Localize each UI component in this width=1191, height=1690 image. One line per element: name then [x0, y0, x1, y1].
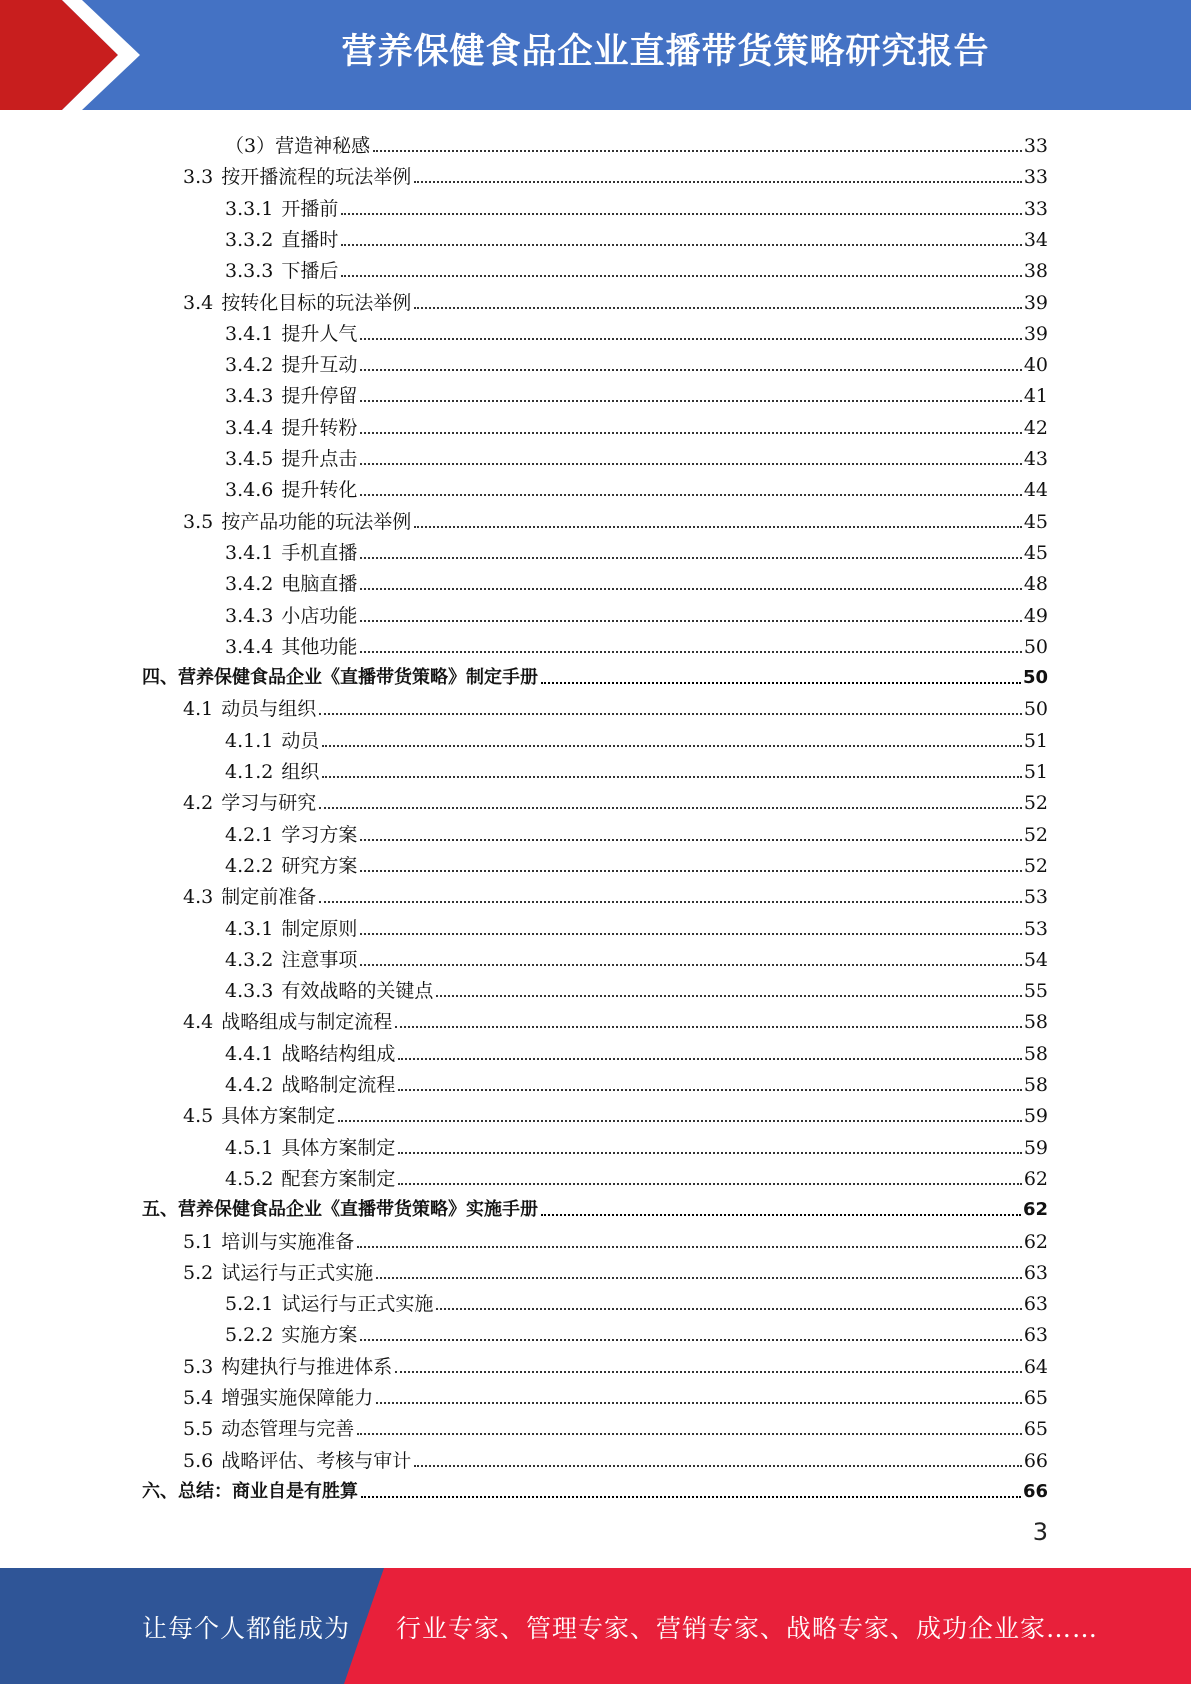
toc-dot-leader [398, 1183, 1021, 1185]
toc-entry-title: 动员 [281, 729, 320, 752]
toc-entry-label [225, 353, 357, 377]
toc-dot-leader [357, 1246, 1022, 1248]
toc-dot-leader [436, 1308, 1021, 1310]
toc-entry[interactable] [142, 1473, 1048, 1504]
toc-dot-leader [360, 964, 1021, 966]
toc-entry-title: 六、总结：商业自是有胜算 [142, 1480, 358, 1502]
toc-entry[interactable] [225, 409, 1048, 440]
toc-dot-leader [398, 1058, 1021, 1060]
toc-entry-number: 4.1.2 [225, 761, 274, 783]
footer-slogan-left: 让每个人都能成为 [142, 1614, 351, 1643]
toc-entry-label [142, 1198, 538, 1222]
toc-dot-leader [341, 275, 1021, 277]
toc-entry-page: 50 [1022, 667, 1048, 689]
toc-entry-title: 研究方案 [281, 854, 358, 877]
toc-entry-label [183, 885, 316, 909]
toc-entry[interactable] [225, 346, 1048, 377]
toc-entry-title: 构建执行与推进体系 [221, 1355, 393, 1378]
toc-dot-leader [319, 807, 1022, 809]
toc-entry-number: 3.4.5 [225, 448, 274, 470]
toc-dot-leader [322, 776, 1021, 778]
toc-entry-label [183, 1417, 354, 1441]
toc-entry-label [225, 854, 357, 878]
toc-entry[interactable] [183, 1410, 1048, 1441]
toc-entry-label [183, 1230, 354, 1254]
toc-entry[interactable] [225, 1316, 1048, 1347]
toc-dot-leader [360, 557, 1021, 559]
toc-entry[interactable] [225, 471, 1048, 502]
toc-entry-label [225, 197, 338, 221]
toc-entry-label [225, 1292, 433, 1316]
toc-entry-label [225, 1167, 395, 1191]
toc-entry-title: 提升停留 [281, 385, 358, 408]
toc-dot-leader [360, 588, 1021, 590]
toc-entry-label [225, 259, 338, 283]
toc-entry-page: 62 [1023, 1167, 1048, 1190]
toc-entry-page: 39 [1023, 322, 1048, 345]
toc-entry[interactable] [225, 847, 1048, 878]
toc-entry[interactable] [183, 284, 1048, 315]
toc-entry-label [183, 1449, 411, 1473]
toc-entry-label [225, 1323, 357, 1347]
toc-entry-title: 学习方案 [281, 823, 358, 846]
toc-entry-number: 4.1 [183, 698, 214, 721]
toc-entry-label [225, 134, 370, 158]
toc-entry-page: 52 [1023, 823, 1048, 846]
toc-entry[interactable] [225, 816, 1048, 847]
toc-entry[interactable] [183, 1223, 1048, 1254]
toc-entry-title: 制定原则 [281, 917, 358, 940]
toc-dot-leader [541, 1214, 1021, 1216]
toc-entry-number: 3.5 [183, 510, 214, 533]
toc-dot-leader [398, 1152, 1021, 1154]
toc-dot-leader [341, 244, 1021, 246]
toc-entry-number: 5.5 [183, 1418, 214, 1441]
toc-entry[interactable] [183, 878, 1048, 909]
toc-entry-page: 64 [1023, 1355, 1048, 1378]
toc-dot-leader [341, 213, 1021, 215]
toc-entry-page: 44 [1023, 479, 1048, 502]
toc-entry-label [183, 1261, 373, 1285]
toc-dot-leader [322, 745, 1021, 747]
toc-entry[interactable] [225, 221, 1048, 252]
toc-entry[interactable] [225, 910, 1048, 941]
toc-entry-title: 小店功能 [281, 604, 358, 627]
toc-entry-number: 3.4 [183, 291, 214, 314]
toc-entry-title: 具体方案制定 [281, 1136, 396, 1159]
toc-entry[interactable] [183, 1097, 1048, 1128]
toc-entry-page: 38 [1023, 260, 1048, 283]
toc-dot-leader [360, 870, 1021, 872]
toc-entry[interactable] [225, 440, 1048, 471]
toc-entry-page: 49 [1023, 604, 1048, 627]
toc-entry-label [183, 697, 316, 721]
toc-entry-label [225, 541, 357, 565]
toc-dot-leader [357, 1433, 1022, 1435]
toc-entry-number: 3.4.2 [225, 354, 274, 377]
toc-entry-title: 提升转粉 [281, 416, 358, 439]
toc-entry-page: 45 [1023, 541, 1048, 564]
toc-entry-page: 53 [1023, 917, 1048, 940]
toc-dot-leader [360, 494, 1021, 496]
toc-entry-label [183, 791, 316, 815]
toc-dot-leader [360, 651, 1021, 653]
toc-entry-page: 63 [1023, 1293, 1048, 1316]
toc-entry[interactable] [225, 722, 1048, 753]
toc-entry-label [183, 1386, 373, 1410]
toc-entry-page: 52 [1023, 854, 1048, 877]
toc-entry[interactable] [225, 753, 1048, 784]
toc-entry-page: 43 [1023, 448, 1048, 470]
toc-entry-label [183, 291, 411, 315]
toc-entry-label [225, 979, 433, 1003]
toc-entry[interactable] [183, 1348, 1048, 1379]
toc-entry-title: 试运行与正式实施 [281, 1293, 434, 1316]
toc-entry-label [183, 510, 411, 534]
toc-dot-leader [361, 1496, 1021, 1498]
toc-dot-leader [360, 620, 1021, 622]
toc-entry-page: 40 [1023, 354, 1048, 377]
toc-dot-leader [414, 307, 1022, 309]
toc-entry-page: 50 [1023, 635, 1048, 658]
page-number: 3 [1032, 1518, 1048, 1546]
toc-entry-number: 5.6 [183, 1449, 214, 1472]
toc-entry-number: 3.3.1 [225, 197, 274, 220]
toc-entry-number: 3.4.3 [225, 604, 274, 627]
toc-entry-page: 65 [1023, 1418, 1048, 1441]
toc-dot-leader [414, 526, 1022, 528]
toc-entry-number: 5.2.2 [225, 1324, 274, 1347]
toc-entry-number: 3.4.4 [225, 635, 274, 658]
toc-dot-leader [360, 463, 1021, 465]
toc-entry[interactable] [225, 252, 1048, 283]
toc-entry-title: 制定前准备 [221, 886, 317, 909]
toc-entry-number: 3.4.4 [225, 416, 274, 439]
toc-entry-number: 5.2.1 [225, 1293, 274, 1316]
toc-entry-label [183, 1355, 392, 1379]
toc-entry-page: 51 [1023, 729, 1048, 752]
toc-entry-number: 3.4.3 [225, 385, 274, 408]
toc-entry-number: 4.2.1 [225, 823, 274, 846]
toc-entry-label [183, 165, 411, 189]
toc-entry-label [225, 322, 357, 346]
page-footer [0, 1568, 1191, 1684]
toc-entry-page: 62 [1022, 1199, 1048, 1221]
toc-entry-title: 其他功能 [281, 635, 358, 658]
footer-slogan-right: 行业专家、管理专家、营销专家、战略专家、成功企业家…… [396, 1614, 1099, 1643]
toc-entry-page: 53 [1023, 886, 1048, 909]
toc-entry-page: 58 [1023, 1074, 1048, 1096]
toc-entry-label [225, 729, 319, 753]
toc-entry-label [225, 917, 357, 941]
toc-entry-title: 战略制定流程 [281, 1074, 396, 1096]
toc-entry-title: 提升转化 [281, 479, 358, 502]
toc-entry-page: 59 [1023, 1136, 1048, 1159]
toc-entry-page: 39 [1023, 291, 1048, 314]
toc-dot-leader [414, 1465, 1022, 1467]
toc-entry-number: 4.3.2 [225, 948, 274, 971]
toc-dot-leader [360, 400, 1021, 402]
toc-entry-label [225, 635, 357, 659]
toc-entry-title: 提升互动 [281, 354, 358, 377]
toc-entry[interactable] [183, 1254, 1048, 1285]
toc-entry-page: 34 [1023, 228, 1048, 251]
toc-entry[interactable] [142, 659, 1048, 690]
toc-dot-leader [319, 713, 1022, 715]
toc-entry-number: 4.4.1 [225, 1042, 274, 1065]
toc-entry[interactable] [183, 784, 1048, 815]
toc-entry-page: 33 [1023, 135, 1048, 157]
toc-dot-leader [360, 839, 1021, 841]
toc-entry-label [225, 760, 319, 784]
toc-entry-page: 33 [1023, 197, 1048, 220]
toc-dot-leader [541, 682, 1021, 684]
toc-dot-leader [414, 181, 1022, 183]
toc-entry-title: 有效战略的关键点 [281, 980, 434, 1003]
toc-dot-leader [360, 338, 1021, 340]
toc-entry[interactable] [225, 127, 1048, 158]
toc-entry-label [225, 416, 357, 440]
toc-entry-number: 5.1 [183, 1230, 214, 1253]
toc-dot-leader [395, 1371, 1022, 1373]
toc-entry-page: 50 [1023, 698, 1048, 721]
toc-entry-label [183, 1104, 335, 1128]
toc-entry-page: 66 [1022, 1480, 1048, 1502]
toc-entry-page: 42 [1023, 416, 1048, 439]
toc-entry-label [225, 384, 357, 408]
toc-entry-page: 55 [1023, 980, 1048, 1003]
toc-entry-title: 增强实施保障能力 [221, 1387, 374, 1409]
toc-entry-title: 注意事项 [281, 948, 358, 971]
toc-entry[interactable] [225, 190, 1048, 221]
toc-entry-number: 5.4 [183, 1387, 214, 1409]
toc-entry-number: 3.4.6 [225, 479, 274, 502]
toc-entry-label [225, 604, 357, 628]
toc-entry[interactable] [225, 315, 1048, 346]
toc-entry[interactable] [225, 1129, 1048, 1160]
toc-entry-page: 58 [1023, 1011, 1048, 1034]
toc-entry[interactable] [225, 597, 1048, 628]
toc-dot-leader [436, 995, 1021, 997]
toc-entry-title: 战略评估、考核与审计 [221, 1449, 412, 1472]
toc-dot-leader [360, 1339, 1021, 1341]
toc-entry-page: 41 [1023, 385, 1048, 408]
toc-entry[interactable] [225, 565, 1048, 596]
toc-entry-label [225, 1136, 395, 1160]
toc-entry-title: 组织 [281, 761, 320, 783]
toc-entry[interactable] [225, 1160, 1048, 1191]
toc-entry-label [225, 823, 357, 847]
toc-entry-number: 4.2 [183, 792, 214, 815]
toc-entry-page: 45 [1023, 510, 1048, 533]
toc-entry-title: 四、营养保健食品企业《直播带货策略》制定手册 [142, 667, 538, 689]
toc-entry-page: 58 [1023, 1042, 1048, 1065]
toc-entry-title: 提升点击 [281, 448, 358, 470]
toc-entry[interactable] [183, 1379, 1048, 1410]
toc-entry-title: 手机直播 [281, 541, 358, 564]
toc-entry-number: 4.4.2 [225, 1074, 274, 1096]
toc-entry-page: 59 [1023, 1105, 1048, 1128]
toc-entry-title: 提升人气 [281, 322, 358, 345]
toc-entry-label [225, 948, 357, 972]
toc-entry[interactable] [225, 534, 1048, 565]
toc-entry-number: 3.3.3 [225, 260, 274, 283]
toc-entry-title: 试运行与正式实施 [221, 1261, 374, 1284]
toc-entry-title: 按产品功能的玩法举例 [221, 510, 412, 533]
toc-entry-title: 战略组成与制定流程 [221, 1011, 393, 1034]
toc-entry-title: 按开播流程的玩法举例 [221, 166, 412, 189]
toc-entry-page: 33 [1023, 166, 1048, 189]
toc-entry-label [225, 478, 357, 502]
toc-entry[interactable] [183, 1003, 1048, 1034]
toc-entry[interactable] [225, 628, 1048, 659]
toc-entry-number: 4.2.2 [225, 854, 274, 877]
toc-entry-label [225, 1042, 395, 1066]
toc-entry-label [225, 572, 357, 596]
toc-entry-label [225, 1073, 395, 1097]
toc-dot-leader [376, 1277, 1022, 1279]
toc-entry[interactable] [183, 503, 1048, 534]
toc-entry-number: 4.3 [183, 886, 214, 909]
toc-entry-number: 4.3.1 [225, 917, 274, 940]
toc-entry-page: 65 [1023, 1387, 1048, 1409]
toc-entry-title: 动员与组织 [221, 698, 317, 721]
toc-entry-number: 4.4 [183, 1011, 214, 1034]
toc-entry[interactable] [183, 690, 1048, 721]
toc-entry-page: 54 [1023, 948, 1048, 971]
toc-entry-page: 52 [1023, 792, 1048, 815]
toc-dot-leader [338, 1120, 1022, 1122]
toc-entry-title: 配套方案制定 [281, 1167, 396, 1190]
toc-dot-leader [395, 1026, 1022, 1028]
toc-entry-number: 4.5.1 [225, 1136, 274, 1159]
toc-entry-label [183, 1010, 392, 1034]
toc-entry-title: 战略结构组成 [281, 1042, 396, 1065]
toc-entry-number: 3.3 [183, 166, 214, 189]
toc-entry-number: 3.4.2 [225, 573, 274, 596]
toc-entry[interactable] [225, 1066, 1048, 1097]
toc-dot-leader [376, 1402, 1022, 1404]
page-header [0, 0, 1191, 110]
toc-entry-number: 5.3 [183, 1355, 214, 1378]
toc-entry-label [225, 228, 338, 252]
toc-entry[interactable] [225, 1285, 1048, 1316]
toc-entry-page: 63 [1023, 1261, 1048, 1284]
toc-entry-title: （3）营造神秘感 [225, 135, 371, 157]
toc-dot-leader [373, 150, 1022, 152]
toc-entry-number: 4.5.2 [225, 1167, 274, 1190]
toc-dot-leader [360, 933, 1021, 935]
toc-entry[interactable] [142, 1191, 1048, 1222]
toc-entry-title: 五、营养保健食品企业《直播带货策略》实施手册 [142, 1199, 538, 1221]
toc-entry-number: 4.1.1 [225, 729, 274, 752]
toc-entry-title: 动态管理与完善 [221, 1418, 355, 1441]
toc-entry-title: 按转化目标的玩法举例 [221, 291, 412, 314]
toc-entry-title: 实施方案 [281, 1324, 358, 1347]
toc-entry-number: 5.2 [183, 1261, 214, 1284]
toc-entry-title: 具体方案制定 [221, 1105, 336, 1128]
toc-entry-title: 直播时 [281, 228, 339, 251]
toc-entry-number: 3.4.1 [225, 322, 274, 345]
toc-entry-label [142, 666, 538, 690]
header-chevron-decoration [0, 0, 160, 110]
toc-entry-number: 3.4.1 [225, 541, 274, 564]
toc-dot-leader [319, 901, 1022, 903]
toc-entry-title: 开播前 [281, 197, 339, 220]
toc-entry-page: 62 [1023, 1230, 1048, 1253]
toc-entry-number: 4.3.3 [225, 980, 274, 1003]
toc-entry[interactable] [225, 377, 1048, 408]
toc-entry[interactable] [225, 941, 1048, 972]
toc-entry-page: 63 [1023, 1324, 1048, 1347]
toc-entry[interactable] [225, 972, 1048, 1003]
toc-entry[interactable] [225, 1035, 1048, 1066]
toc-dot-leader [360, 432, 1021, 434]
toc-entry-title: 电脑直播 [281, 573, 358, 596]
toc-entry-label [225, 447, 357, 471]
toc-entry-page: 51 [1023, 761, 1048, 783]
document-title: 营养保健食品企业直播带货策略研究报告 [341, 32, 990, 72]
toc-entry-page: 66 [1023, 1449, 1048, 1472]
toc-entry[interactable] [183, 1442, 1048, 1473]
toc-entry-label [142, 1480, 358, 1504]
toc-entry-number: 4.5 [183, 1105, 214, 1128]
toc-entry-title: 学习与研究 [221, 792, 317, 815]
toc-entry-page: 48 [1023, 573, 1048, 596]
toc-entry-title: 培训与实施准备 [221, 1230, 355, 1253]
toc-entry[interactable] [183, 158, 1048, 189]
toc-dot-leader [360, 369, 1021, 371]
toc-dot-leader [398, 1089, 1021, 1091]
toc-entry-number: 3.3.2 [225, 228, 274, 251]
toc-entry-title: 下播后 [281, 260, 339, 283]
